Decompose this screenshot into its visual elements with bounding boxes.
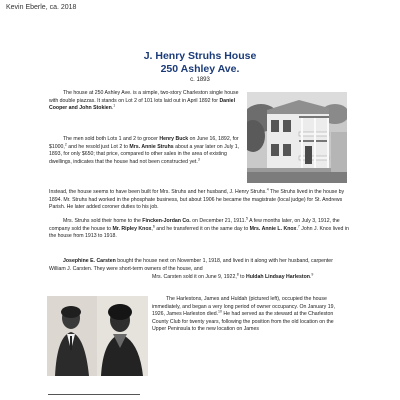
paragraph-text: and he transferred it on the same day to (154, 225, 250, 232)
footnote-ref: 5 (246, 216, 248, 221)
paragraph-text: The Struhs lived in the house by 1894. Mr. Struhs had worked in the phosphate business, but about 1906 he became the magistrate (local judge) for St. Andrews Parish. He later added coroner duties to his job. (49, 189, 345, 211)
paragraph-1-text: The house at 250 Ashley Ave. is a simple, two-story Charleston single house with double piazzas. It stands on Lot 2 of 101 lots laid out in April 1892 for (49, 90, 239, 104)
paragraph-text: on December 21, 1911. (190, 218, 247, 224)
paragraph-5 (152, 296, 348, 334)
portrait-photo-graphic (47, 296, 148, 376)
footnote-ref: 10 (218, 309, 222, 314)
paragraph-4-bottom (152, 274, 348, 282)
house-address-heading: 250 Ashley Ave. (160, 63, 240, 75)
title-block (0, 50, 400, 84)
owner-name: Huldah Lindsay Harleston (245, 274, 310, 280)
owner-name: Josephine E. Carsten (63, 258, 116, 264)
owner-name: Mrs. Annie L. Knox (249, 225, 297, 232)
paragraph-text: Mrs. Struhs sold their home to the (63, 218, 143, 224)
footnote-ref: 2 (64, 141, 67, 146)
footnote-ref: 8 (236, 272, 239, 277)
paragraph-text: . (111, 105, 114, 112)
owner-name: Mr. Ripley Knox (112, 225, 152, 232)
paragraph-text: The men sold both Lots 1 and 2 to grocer (63, 136, 160, 142)
paragraph-3 (49, 218, 349, 241)
footnote-divider (48, 394, 140, 395)
construction-year: c. 1893 (190, 77, 210, 83)
paragraph-text: He had served as the steward at the Charleston County Club for twenty years, following the position from the old location on the Upper Peninsula to the new location on James (152, 311, 334, 333)
paragraph-text: A few months later, on July 3, 1912, the company sold the house to (49, 218, 340, 232)
paragraph-2-top (49, 136, 243, 166)
paragraph-text: about a year later on July 1, 1893, for only $650; that price, compared to other sales in the area of existing dwellings, indicates that the house had not been constructed yet. (49, 143, 240, 165)
footnote-ref: 6 (152, 223, 155, 228)
paragraph-text: to (238, 274, 246, 280)
paragraph-text: . (296, 225, 298, 232)
house-photo-graphic (247, 92, 347, 183)
footnote-ref: 7 (297, 223, 300, 228)
owner-name: Fincken-Jordan Co. (142, 218, 191, 224)
owner-name: Daniel Cooper and John Stokien (49, 97, 236, 112)
paragraph-text: John J. Knox lived in the house from 1913 to 1918. (49, 225, 349, 240)
author-line: Kevin Eberle, ca. 2018 (6, 4, 77, 11)
paragraph-1 (49, 90, 243, 113)
owner-name: Mrs. Annie Struhs (129, 143, 174, 150)
harleston-portrait-photo (47, 296, 148, 376)
paragraph-text: The Harlestons, James and Huldah (pictured left), occupied the house immediately, and began a very long period of owner occupancy. On January 19, 1926, James Harleston died. (152, 296, 335, 318)
paragraph-text: on June 16, 1892, for $1000, (49, 136, 239, 150)
paragraph-4-top (49, 258, 349, 273)
footnote-ref: 1 (113, 103, 116, 108)
paragraph-text: bought the house next on November 1, 1918, and lived in it along with her husband, carpenter William J. Carsten. They were short-term owners of the house, and (49, 258, 333, 272)
paragraph-text: , (151, 225, 153, 232)
footnote-ref: 4 (266, 187, 269, 192)
footnote-ref: 3 (197, 157, 200, 162)
paragraph-text: and he resold just Lot 2 to (66, 143, 130, 150)
owner-name: Henry Buck (159, 136, 189, 142)
paragraph-text: Instead, the house seems to have been built for Mrs. Struhs and her husband, J. Henry Struhs. (49, 189, 267, 195)
house-name-heading: J. Henry Struhs House (143, 50, 257, 62)
footnote-ref: 9 (311, 272, 314, 277)
paragraph-2-bottom (49, 189, 349, 212)
paragraph-text: Mrs. Carsten sold it on June 9, 1922, (152, 274, 237, 280)
house-photo (247, 92, 347, 183)
paragraph-text: . (309, 274, 312, 280)
